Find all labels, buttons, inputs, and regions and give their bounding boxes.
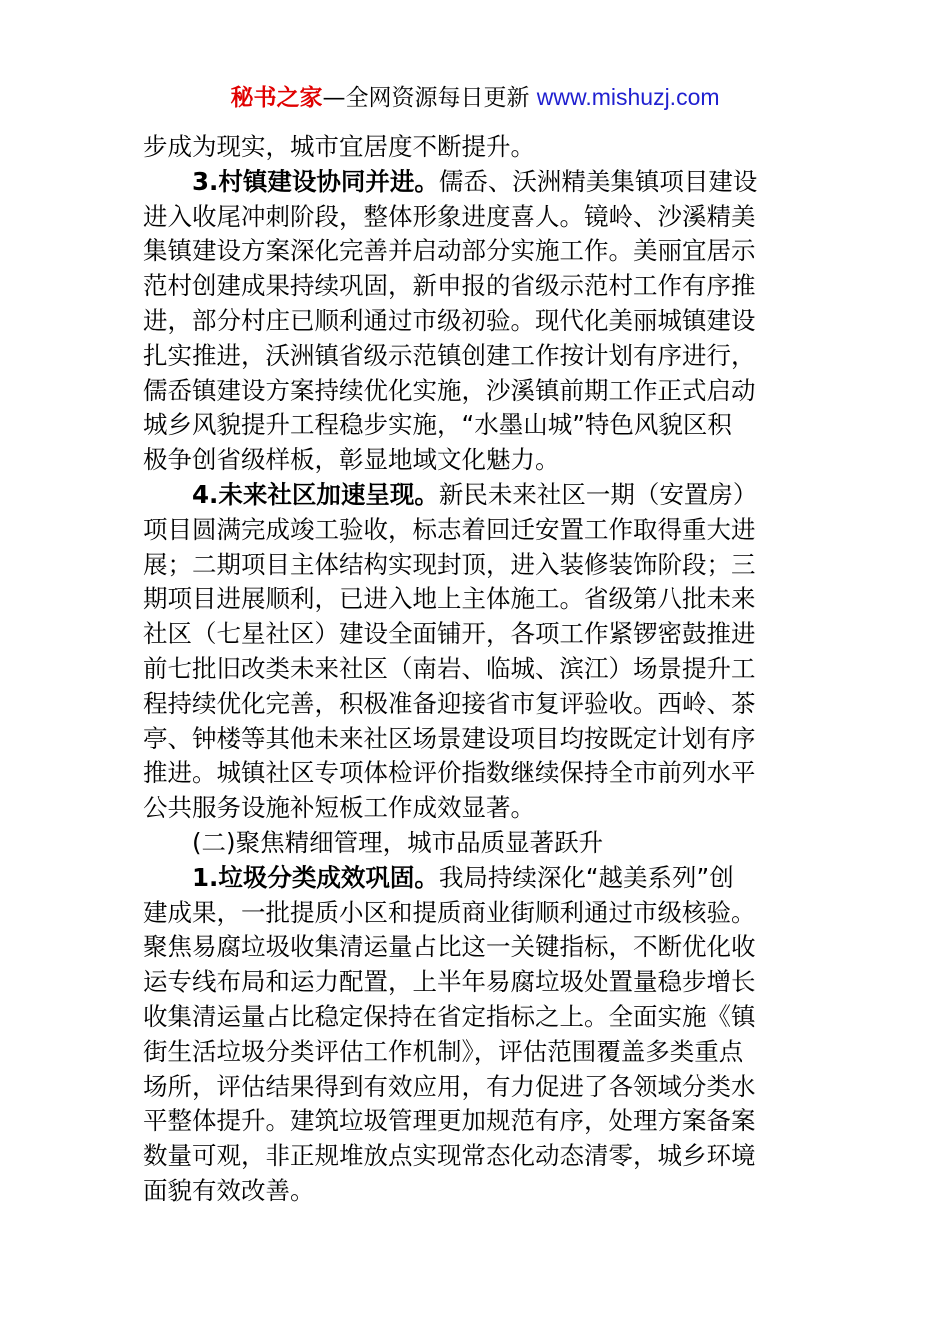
text-line: 3.村镇建设协同并进。儒岙、沃洲精美集镇项目建设 [192,166,758,196]
text-line: 推进。城镇社区专项体检评价指数继续保持全市前列水平 [143,758,756,788]
site-header [0,82,950,113]
text-line: 4.未来社区加速呈现。新民未来社区一期（安置房） [192,479,758,509]
text-line: 进入收尾冲刺阶段，整体形象进度喜人。镜岭、沙溪精美 [143,201,756,231]
text-line: 社区（七星社区）建设全面铺开，各项工作紧锣密鼓推进 [143,619,756,649]
text-line: 运专线布局和运力配置，上半年易腐垃圾处置量稳步增长 [143,967,756,997]
text-line: 前七批旧改类未来社区（南岩、临城、滨江）场景提升工 [143,653,756,683]
subsection-heading: (二)聚焦精细管理，城市品质显著跃升 [192,827,604,857]
text-line: 收集清运量占比稳定保持在省定指标之上。全面实施《镇 [143,1001,756,1031]
section-heading: 1.垃圾分类成效巩固。 [192,862,439,892]
site-tagline: —全网资源每日更新 [322,85,530,111]
text-line: 1.垃圾分类成效巩固。我局持续深化“越美系列”创 [192,862,734,892]
text-line: 平整体提升。建筑垃圾管理更加规范有序，处理方案备案 [143,1106,756,1136]
text-line: 聚焦易腐垃圾收集清运量占比这一关键指标，不断优化收 [143,932,756,962]
text-line: 公共服务设施补短板工作成效显著。 [143,793,535,823]
text-line: 步成为现实，城市宜居度不断提升。 [143,132,535,161]
text-line: 扎实推进，沃洲镇省级示范镇创建工作按计划有序进行， [143,340,756,370]
section-heading: 4.未来社区加速呈现。 [192,479,439,509]
site-brand: 秘书之家 [230,85,323,111]
text-line: 面貌有效改善。 [143,1175,315,1205]
text-line: 建成果，一批提质小区和提质商业街顺利通过市级核验。 [143,897,756,927]
text-line: 亭、钟楼等其他未来社区场景建设项目均按既定计划有序 [143,723,756,753]
text-line: 儒岙镇建设方案持续优化实施，沙溪镇前期工作正式启动 [143,375,756,405]
text-line: 街生活垃圾分类评估工作机制》，评估范围覆盖多类重点 [143,1036,744,1066]
document-body [143,130,811,1209]
section-heading: 3.村镇建设协同并进。 [192,166,439,196]
text-line: 场所，评估结果得到有效应用，有力促进了各领域分类水 [143,1071,756,1101]
text-line: 展；二期项目主体结构实现封顶，进入装修装饰阶段；三 [143,549,756,579]
text-line: 集镇建设方案深化完善并启动部分实施工作。美丽宜居示 [143,236,756,266]
text-line: 期项目进展顺利，已进入地上主体施工。省级第八批未来 [143,584,756,614]
text-line: 数量可观，非正规堆放点实现常态化动态清零，城乡环境 [143,1141,756,1171]
text-line: 程持续优化完善，积极准备迎接省市复评验收。西岭、茶 [143,688,756,718]
site-url-link[interactable]: www.mishuzj.com [536,84,720,110]
text-line: 进，部分村庄已顺利通过市级初验。现代化美丽城镇建设 [143,305,756,335]
text-line: 项目圆满完成竣工验收，标志着回迁安置工作取得重大进 [143,514,756,544]
text-line: 城乡风貌提升工程稳步实施，“水墨山城”特色风貌区积 [143,410,732,440]
text-line: 范村创建成果持续巩固，新申报的省级示范村工作有序推 [143,271,756,301]
text-line: 极争创省级样板，彰显地域文化魅力。 [143,445,560,475]
